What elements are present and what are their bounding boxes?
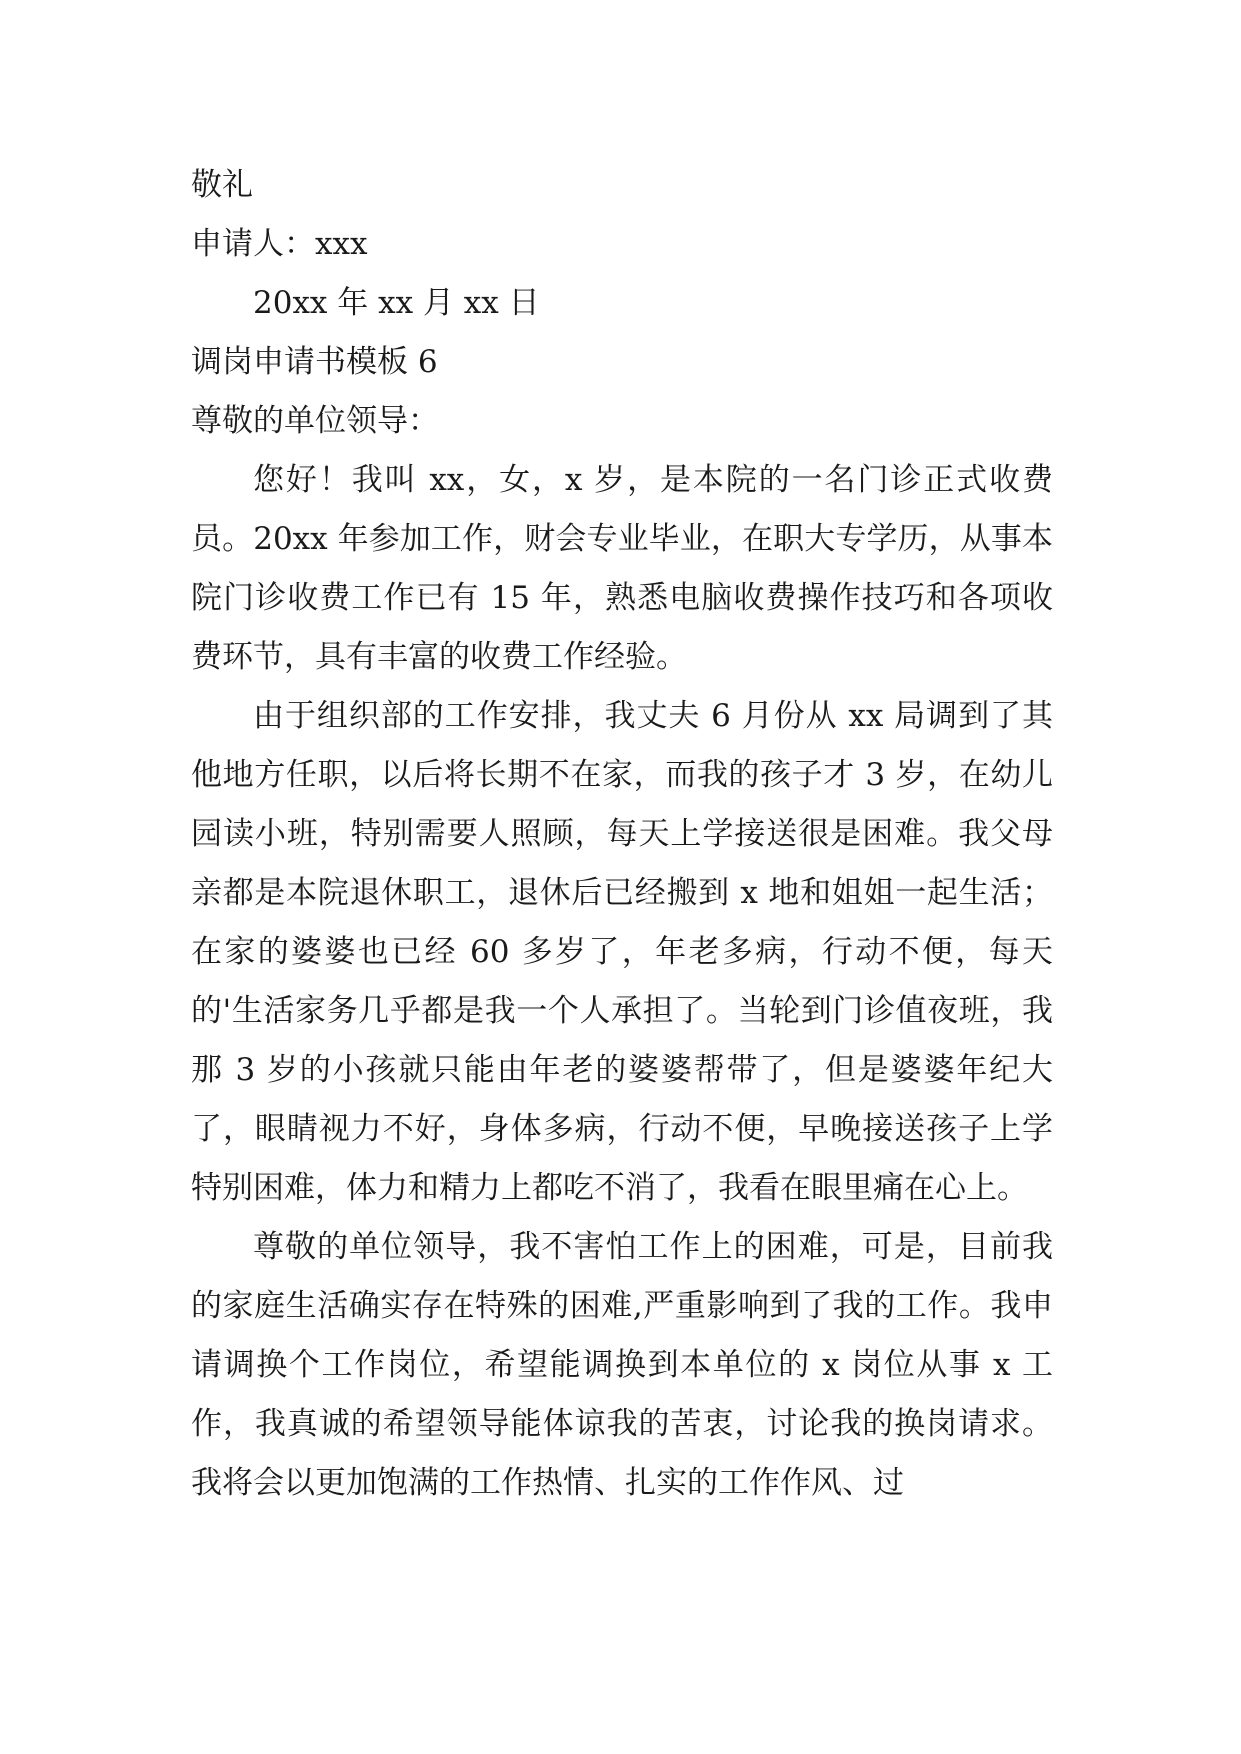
template-title: 调岗申请书模板 6 — [191, 344, 438, 380]
document-body — [191, 156, 1053, 1513]
paragraph-intro: 您好！我叫 xx，女，x 岁，是本院的一名门诊正式收费员。20xx 年参加工作，财会专业毕业，在职大专学历，从事本院门诊收费工作已有 15 年，熟悉电脑收费操作技巧和各项收费环节，具有丰富的收费工作经验。 — [191, 462, 1053, 675]
paragraph-request: 尊敬的单位领导，我不害怕工作上的困难，可是，目前我的家庭生活确实存在特殊的困难,严重影响到了我的工作。我申请调换个工作岗位，希望能调换到本单位的 x 岗位从事 x 工作，我真诚的希望领导能体谅我的苦衷，讨论我的换岗请求。我将会以更加饱满的工作热情、扎实的工作作风、过 — [191, 1229, 1053, 1501]
closing-text: 敬礼 — [191, 167, 253, 203]
salutation: 尊敬的单位领导： — [191, 403, 439, 439]
applicant-line: 申请人：xxx — [191, 226, 368, 262]
paragraph-family-situation: 由于组织部的工作安排，我丈夫 6 月份从 xx 局调到了其他地方任职，以后将长期不在家，而我的孩子才 3 岁，在幼儿园读小班，特别需要人照顾，每天上学接送很是困难。我父母亲都是本院退休职工，退休后已经搬到 x 地和姐姐一起生活；在家的婆婆也已经 60 多岁了，年老多病，行动不便，每天的'生活家务几乎都是我一个人承担了。当轮到门诊值夜班，我那 3 岁的小孩就只能由年老的婆婆帮带了，但是婆婆年纪大了，眼睛视力不好，身体多病，行动不便，早晚接送孩子上学特别困难，体力和精力上都吃不消了，我看在眼里痛在心上。 — [191, 698, 1053, 1206]
date-line: 20xx 年 xx 月 xx 日 — [253, 285, 540, 321]
